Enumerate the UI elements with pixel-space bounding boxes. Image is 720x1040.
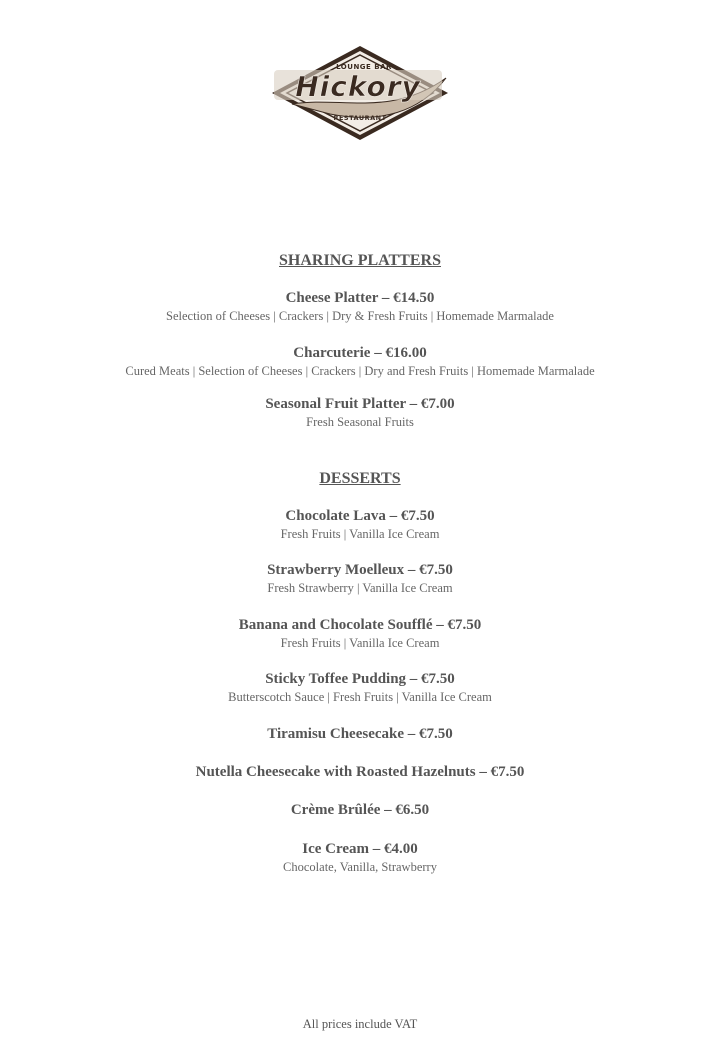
logo-bottom-text: RESTAURANT [333,114,387,122]
logo-top-text: LOUNGE BAR [336,63,392,71]
item-name: Cheese Platter – €14.50 [285,290,435,306]
item-description: Fresh Fruits | Vanilla Ice Cream [280,636,440,650]
item-description: Fresh Seasonal Fruits [306,415,414,429]
item-name: Charcuterie – €16.00 [293,345,427,361]
item-name: Tiramisu Cheesecake – €7.50 [267,726,453,742]
item-description: Cured Meats | Selection of Cheeses | Crackers | Dry and Fresh Fruits | Homemade Marmalade [125,364,595,378]
menu-item [0,671,720,705]
item-description: Fresh Strawberry | Vanilla Ice Cream [267,581,453,595]
item-description: Fresh Fruits | Vanilla Ice Cream [280,527,440,541]
menu-item [0,764,720,781]
menu-item [0,802,720,819]
item-name: Sticky Toffee Pudding – €7.50 [265,671,455,687]
menu-item [0,396,720,430]
menu-item [0,345,720,379]
item-name: Chocolate Lava – €7.50 [285,508,435,524]
item-name: Crème Brûlée – €6.50 [290,802,430,818]
hickory-logo [270,44,450,142]
item-name: Nutella Cheesecake with Roasted Hazelnuts – €7.50 [195,764,525,780]
menu-item [0,841,720,875]
item-description: Butterscotch Sauce | Fresh Fruits | Vanilla Ice Cream [228,690,492,704]
logo-main-text: Hickory [295,70,421,103]
menu-item [0,290,720,324]
section-title-sharing-platters: SHARING PLATTERS [279,252,441,269]
menu-item [0,617,720,651]
item-name: Strawberry Moelleux – €7.50 [267,562,453,578]
menu-item [0,508,720,542]
section-title-desserts: DESSERTS [319,470,401,487]
item-name: Seasonal Fruit Platter – €7.00 [265,396,455,412]
menu-item [0,726,720,743]
item-name: Ice Cream – €4.00 [302,841,418,857]
item-name: Banana and Chocolate Soufflé – €7.50 [238,617,482,633]
item-description: Selection of Cheeses | Crackers | Dry & Fresh Fruits | Homemade Marmalade [166,309,554,323]
menu-item [0,562,720,596]
vat-notice: All prices include VAT [302,1017,418,1031]
item-description: Chocolate, Vanilla, Strawberry [283,860,437,874]
